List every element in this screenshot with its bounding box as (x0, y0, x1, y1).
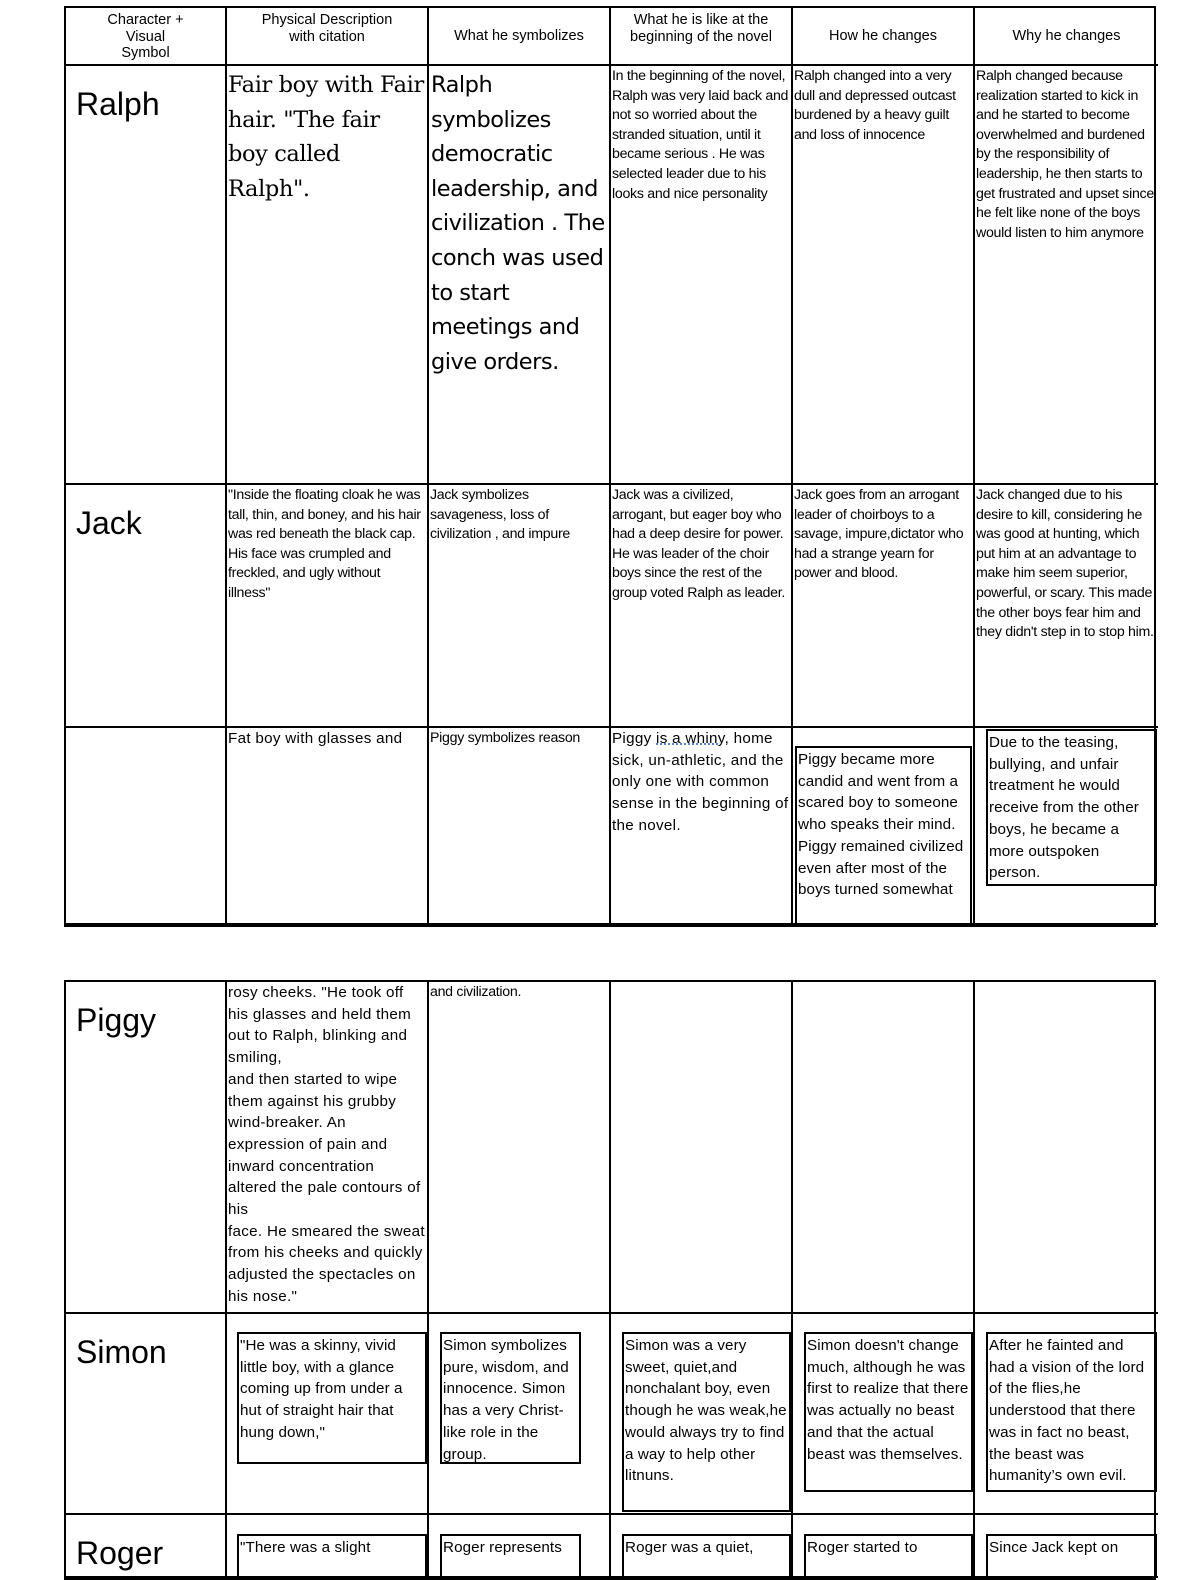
piggy-beginning (611, 728, 793, 925)
piggy-symbolizes-part2: and civilization. (429, 982, 611, 1314)
simon-changes: Simon doesn't change much, although he was first to realize that there was actually no beast and that the actual beast was themselves. (804, 1332, 973, 1492)
header-physical-description: Physical Description with citation (227, 8, 429, 66)
header-symbolizes-text: What he symbolizes (454, 27, 584, 44)
jack-symbolizes: Jack symbolizes savageness, loss of civilization , and impure (429, 485, 611, 728)
character-table-page-2 (64, 980, 1156, 1580)
simon-description: "He was a skinny, vivid little boy, with a glance coming up from under a hut of straight hair that hung down," (237, 1332, 427, 1464)
piggy-changes-continued (793, 982, 975, 1314)
piggy-description-part1: Fat boy with glasses and (227, 728, 429, 925)
piggy-why-cell (975, 728, 1158, 925)
piggy-changes: Piggy became more candid and went from a scared boy to someone who speaks their mind. Piggy remained civilized even after most of the boys turned somewhat (795, 746, 972, 925)
header-why-text: Why he changes (1012, 27, 1121, 44)
simon-why-cell (975, 1314, 1158, 1515)
ralph-name: Ralph (66, 66, 227, 485)
simon-beginning-cell (611, 1314, 793, 1515)
header-character: Character + Visual Symbol (66, 8, 227, 66)
roger-changes: Roger started to (804, 1534, 973, 1578)
roger-beginning-cell (611, 1515, 793, 1578)
simon-why: After he fainted and had a vision of the lord of the flies,he understood that there was in fact no beast, the beast was humanity’s own evil. (986, 1332, 1157, 1492)
piggy-symbolizes-part1: Piggy symbolizes reason (429, 728, 611, 925)
header-beginning: What he is like at the beginning of the novel (611, 8, 793, 66)
piggy-name: Piggy (66, 982, 227, 1314)
ralph-changes: Ralph changed into a very dull and depressed outcast burdened by a heavy guilt and loss of innocence (793, 66, 975, 485)
ralph-description: Fair boy with Fair hair. "The fair boy called Ralph". (227, 66, 429, 485)
roger-symbolizes-cell (429, 1515, 611, 1578)
roger-changes-cell (793, 1515, 975, 1578)
piggy-changes-cell (793, 728, 975, 925)
simon-changes-cell (793, 1314, 975, 1515)
piggy-beginning-underlined: is a whiny (656, 730, 725, 747)
character-table-page-1 (64, 6, 1156, 927)
header-symbolizes (429, 8, 611, 66)
roger-name: Roger (66, 1515, 227, 1578)
roger-symbolizes: Roger represents (440, 1534, 581, 1578)
roger-description: "There was a slight (237, 1534, 427, 1578)
simon-symbolizes-cell (429, 1314, 611, 1515)
piggy-description-part2: rosy cheeks. "He took off his glasses and held them out to Ralph, blinking and smiling, and then started to wipe them against his grubby wind-breaker. An expression of pain and inward concentration altered the pale contours of his face. He smeared the sweat from his cheeks and quickly adjusted the spectacles on his nose." (227, 982, 429, 1314)
header-changes (793, 8, 975, 66)
piggy-why: Due to the teasing, bullying, and unfair treatment he would receive from the other boys, he became a more outspoken person. (986, 729, 1157, 886)
jack-changes: Jack goes from an arrogant leader of choirboys to a savage, impure,dictator who had a strange yearn for power and blood. (793, 485, 975, 728)
jack-description: "Inside the floating cloak he was tall, thin, and boney, and his hair was red beneath the black cap. His face was crumpled and freckled, and ugly without illness" (227, 485, 429, 728)
ralph-beginning: In the beginning of the novel, Ralph was very laid back and not so worried about the stranded situation, until it became serious . He was selected leader due to his looks and nice personality (611, 66, 793, 485)
piggy-name-empty-cell (66, 728, 227, 925)
piggy-why-continued (975, 982, 1158, 1314)
simon-description-cell (227, 1314, 429, 1515)
jack-name: Jack (66, 485, 227, 728)
ralph-symbolizes: Ralph symbolizes democratic leadership, and civilization . The conch was used to start meetings and give orders. (429, 66, 611, 485)
piggy-beginning-lead: Piggy (612, 730, 657, 747)
simon-symbolizes: Simon symbolizes pure, wisdom, and innocence. Simon has a very Christ-like role in the group. (440, 1332, 581, 1464)
roger-beginning: Roger was a quiet, (622, 1534, 791, 1578)
roger-why-cell (975, 1515, 1158, 1578)
roger-description-cell (227, 1515, 429, 1578)
simon-beginning: Simon was a very sweet, quiet,and nonchalant boy, even though he was weak,he would always try to find a way to help other litnuns. (622, 1332, 791, 1512)
header-why (975, 8, 1158, 66)
jack-beginning: Jack was a civilized, arrogant, but eager boy who had a deep desire for power. He was leader of the choir boys since the rest of the group voted Ralph as leader. (611, 485, 793, 728)
roger-why: Since Jack kept on (986, 1534, 1157, 1578)
simon-name: Simon (66, 1314, 227, 1515)
ralph-why: Ralph changed because realization started to kick in and he started to become overwhelmed and burdened by the responsibility of leadership, he then starts to get frustrated and upset since he felt like none of the boys would listen to him anymore (975, 66, 1158, 485)
piggy-beginning-continued (611, 982, 793, 1314)
header-changes-text: How he changes (828, 27, 937, 44)
piggy-beginning-rest: , home sick, un-athletic, and the only one with common sense in the beginning of the novel. (612, 730, 789, 834)
jack-why: Jack changed due to his desire to kill, considering he was good at hunting, which put him at an advantage to make him seem superior, powerful, or scary. This made the other boys fear him and they didn't step in to stop him. (975, 485, 1158, 728)
